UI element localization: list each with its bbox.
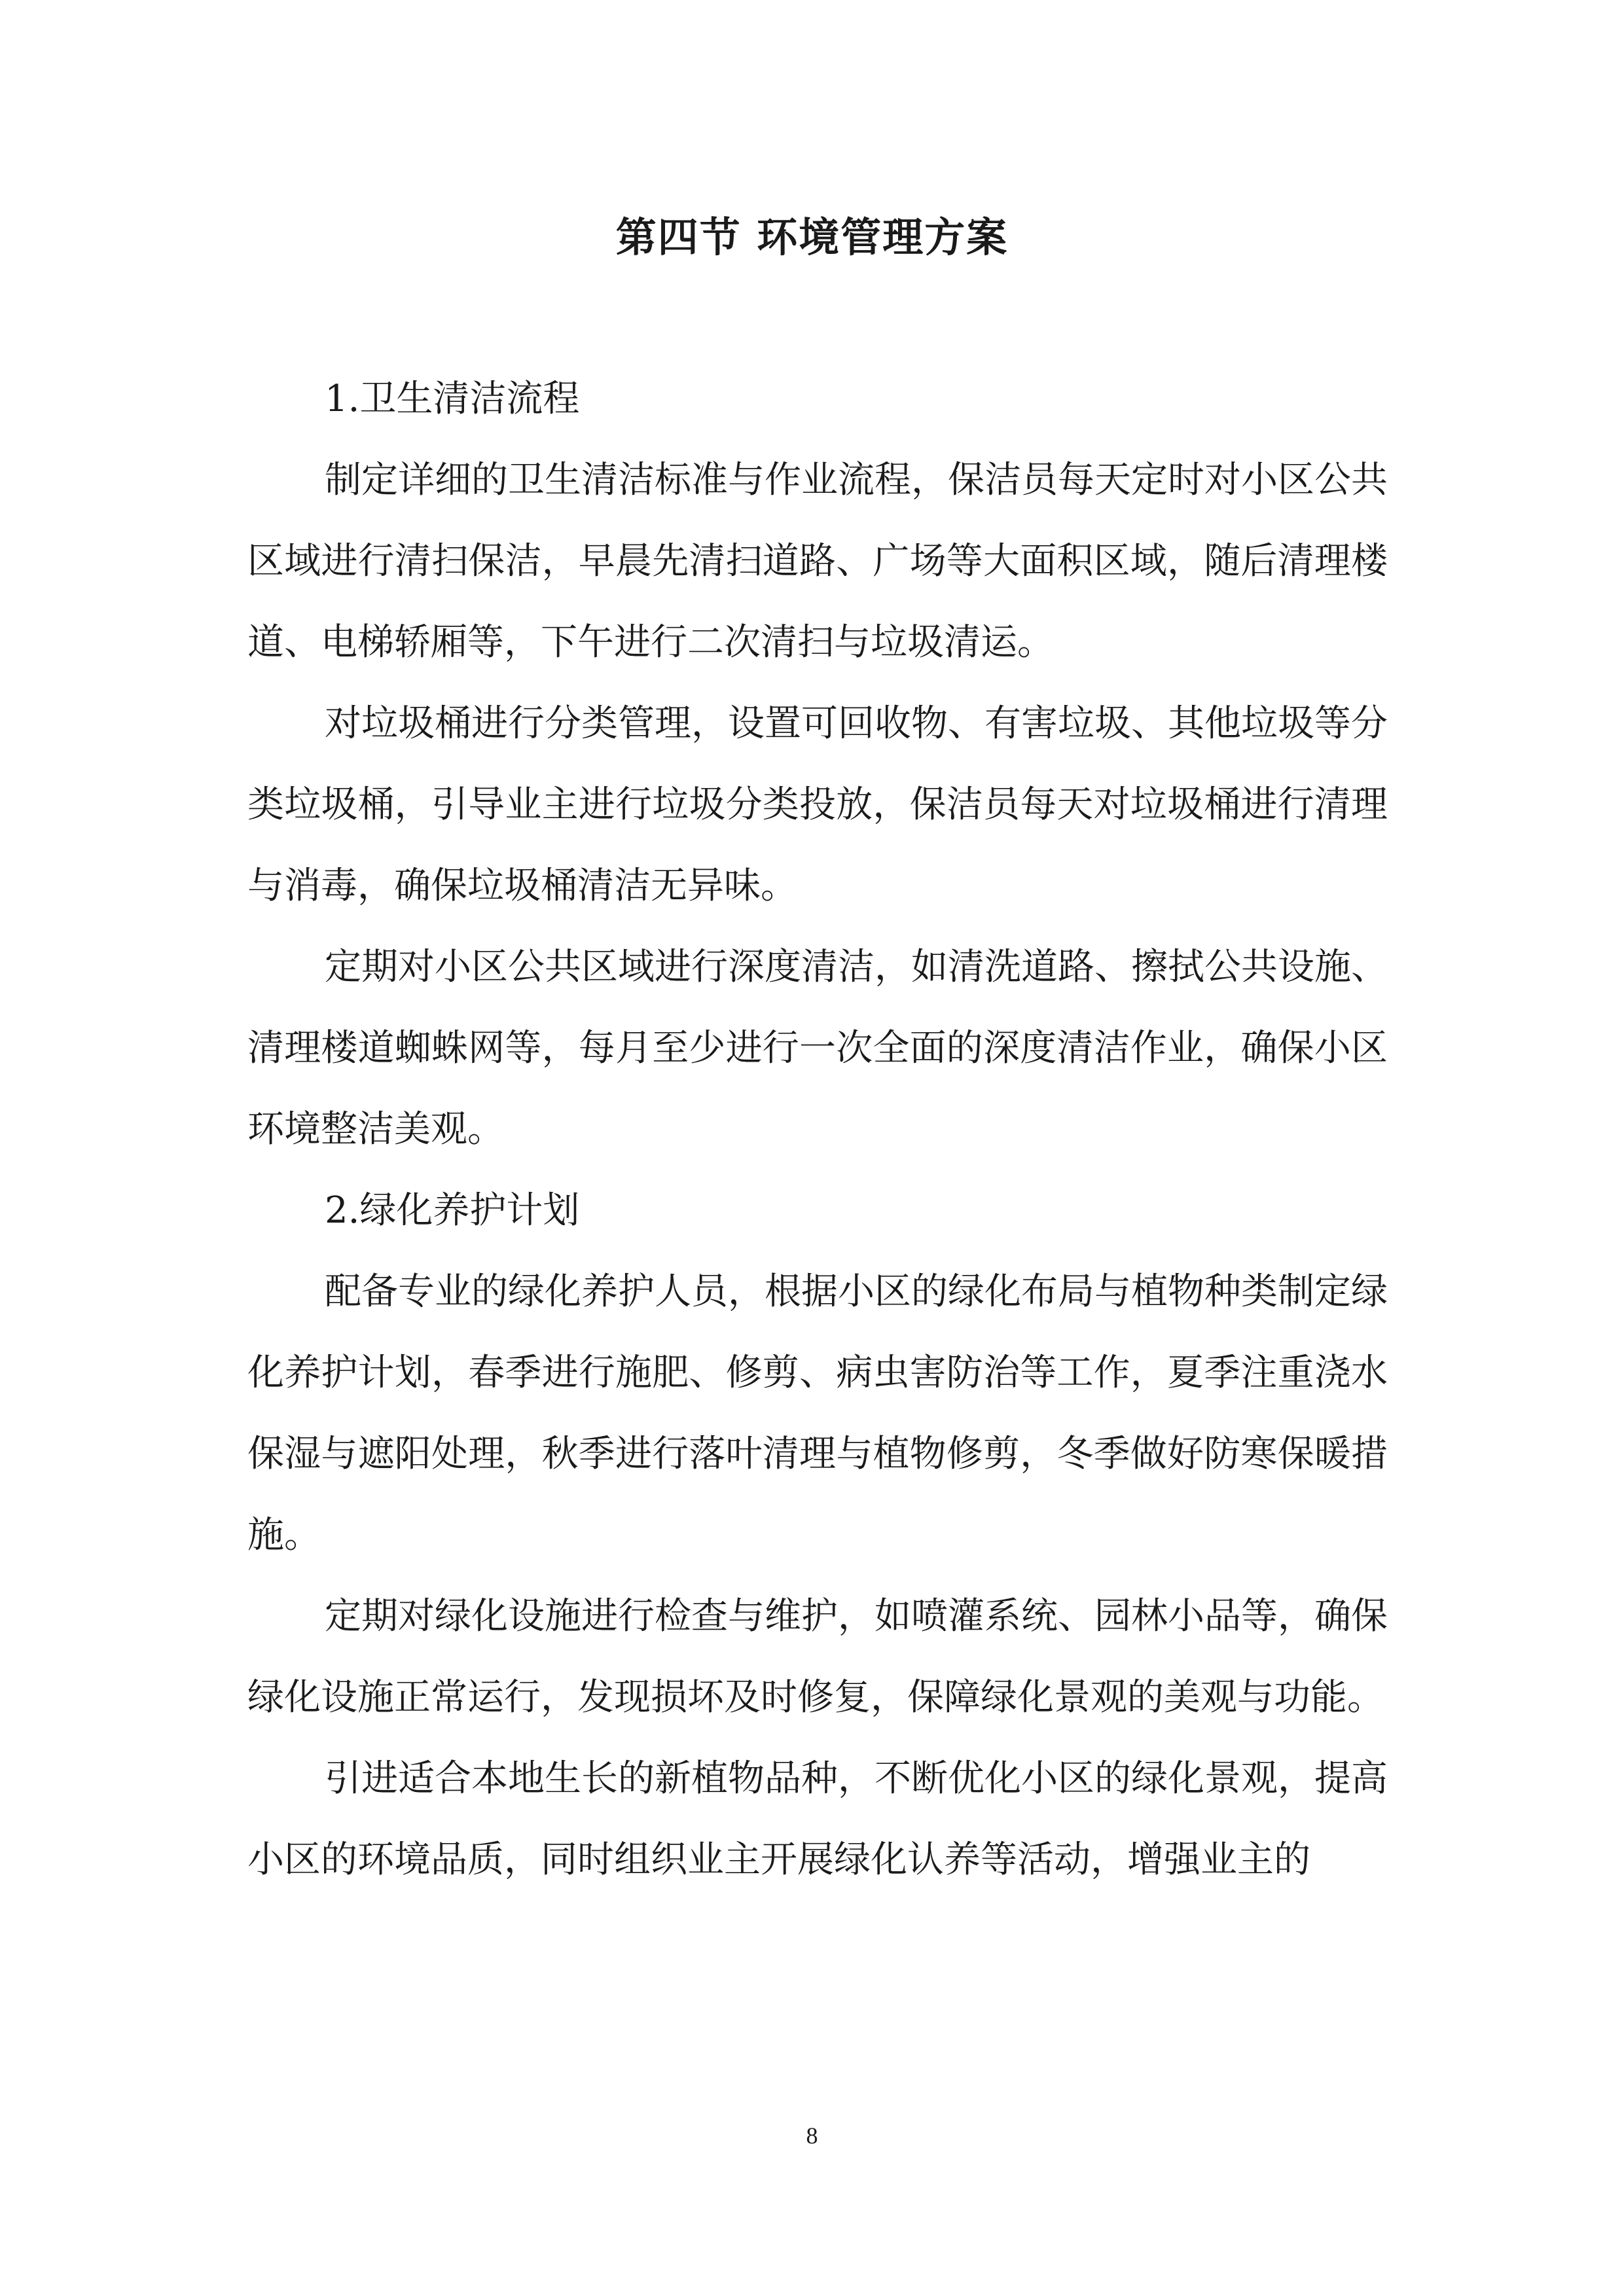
paragraph: 制定详细的卫生清洁标准与作业流程，保洁员每天定时对小区公共区域进行清扫保洁，早晨先清扫道路、广场等大面积区域，随后清理楼道、电梯轿厢等，下午进行二次清扫与垃圾清运。 — [247, 459, 1388, 664]
paragraph: 配备专业的绿化养护人员，根据小区的绿化布局与植物种类制定绿化养护计划，春季进行施肥、修剪、病虫害防治等工作，夏季注重浇水保湿与遮阳处理，秋季进行落叶清理与植物修剪，冬季做好防寒保暖措施。 — [247, 1270, 1388, 1556]
paragraph: 引进适合本地生长的新植物品种，不断优化小区的绿化景观，提高小区的环境品质，同时组织业主开展绿化认养等活动，增强业主的 — [247, 1757, 1388, 1881]
section-title: 第四节 环境管理方案 — [615, 213, 1009, 261]
paragraph: 定期对小区公共区域进行深度清洁，如清洗道路、擦拭公共设施、清理楼道蜘蛛网等，每月至少进行一次全面的深度清洁作业，确保小区环境整洁美观。 — [247, 946, 1388, 1151]
paragraph: 对垃圾桶进行分类管理，设置可回收物、有害垃圾、其他垃圾等分类垃圾桶，引导业主进行垃圾分类投放，保洁员每天对垃圾桶进行清理与消毒，确保垃圾桶清洁无异味。 — [247, 702, 1388, 907]
document-body — [247, 359, 1388, 1901]
subheading-sanitation: 1.卫生清洁流程 — [325, 378, 580, 420]
paragraph: 定期对绿化设施进行检查与维护，如喷灌系统、园林小品等，确保绿化设施正常运行，发现损坏及时修复，保障绿化景观的美观与功能。 — [247, 1595, 1388, 1719]
subheading-greening: 2.绿化养护计划 — [325, 1189, 580, 1232]
page-number: 8 — [806, 2123, 818, 2149]
